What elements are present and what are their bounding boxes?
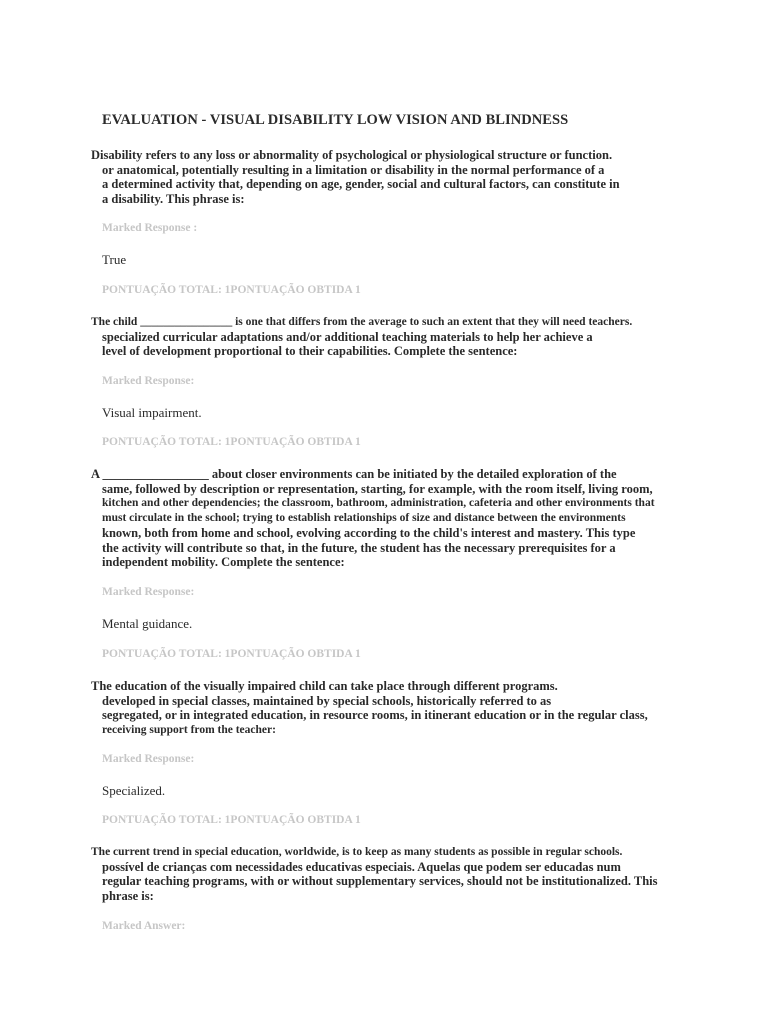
question-line: Disability refers to any loss or abnormality of psychological or physiological structure or function. [91,148,613,162]
question-line: phrase is: [102,889,154,904]
question-line: segregated, or in integrated education, in resource rooms, in itinerant education or in the regular class, [102,708,648,723]
question-block [80,467,728,570]
score-line: PONTUAÇÃO TOTAL: 1PONTUAÇÃO OBTIDA 1 [102,814,361,826]
answer-text: Visual impairment. [102,405,202,420]
question-line: specialized curricular adaptations and/or additional teaching materials to help her achieve a [102,329,593,344]
marked-response-label: Marked Response: [102,375,195,387]
question-line: developed in special classes, maintained by special schools, historically referred to as [102,693,552,708]
question-block [80,845,728,904]
question-line: The current trend in special education, worldwide, is to keep as many students as possible in regular schools. [91,846,623,858]
marked-response-label: Marked Response : [102,222,198,234]
question-line: regular teaching programs, with or without supplementary services, should not be institutionalized. This [102,874,658,889]
question-line: kitchen and other dependencies; the classroom, bathroom, administration, cafeteria and other environments that [102,497,655,510]
question-line: same, followed by description or representation, starting, for example, with the room itself, living room, [102,481,653,496]
question-line: level of development proportional to their capabilities. Complete the sentence: [102,344,518,359]
answer-text: Mental guidance. [102,616,193,631]
answer-text: True [102,252,127,267]
question-line: or anatomical, potentially resulting in a limitation or disability in the normal performance of a [102,162,605,177]
question-line: A _________________ about closer environments can be initiated by the detailed exploration of the [91,467,617,481]
question-line: must circulate in the school; trying to establish relationships of size and distance between the environments [102,512,626,525]
question-line: receiving support from the teacher: [102,724,276,737]
question-line: independent mobility. Complete the sentence: [102,555,345,570]
page-title: EVALUATION - VISUAL DISABILITY LOW VISION AND BLINDNESS [102,112,569,128]
score-line: PONTUAÇÃO TOTAL: 1PONTUAÇÃO OBTIDA 1 [102,436,361,448]
question-block [80,148,728,207]
marked-response-label: Marked Response: [102,586,195,598]
score-line: PONTUAÇÃO TOTAL: 1PONTUAÇÃO OBTIDA 1 [102,284,361,296]
marked-answer-label: Marked Answer: [102,920,186,932]
question-block [80,679,728,738]
question-line: The education of the visually impaired child can take place through different programs. [91,679,558,693]
score-line: PONTUAÇÃO TOTAL: 1PONTUAÇÃO OBTIDA 1 [102,648,361,660]
question-line: a determined activity that, depending on age, gender, social and cultural factors, can constitute in [102,177,620,192]
marked-response-label: Marked Response: [102,753,195,765]
question-line: The child ________________ is one that differs from the average to such an extent that they will need teachers. [91,316,633,328]
question-line: possível de crianças com necessidades educativas especiais. Aquelas que podem ser educadas num [102,859,621,874]
question-line: known, both from home and school, evolving according to the child's interest and mastery. This type [102,525,636,540]
question-line: a disability. This phrase is: [102,192,245,207]
question-block [80,315,728,359]
answer-text: Specialized. [102,783,166,798]
question-line: the activity will contribute so that, in the future, the student has the necessary prerequisites for a [102,540,616,555]
